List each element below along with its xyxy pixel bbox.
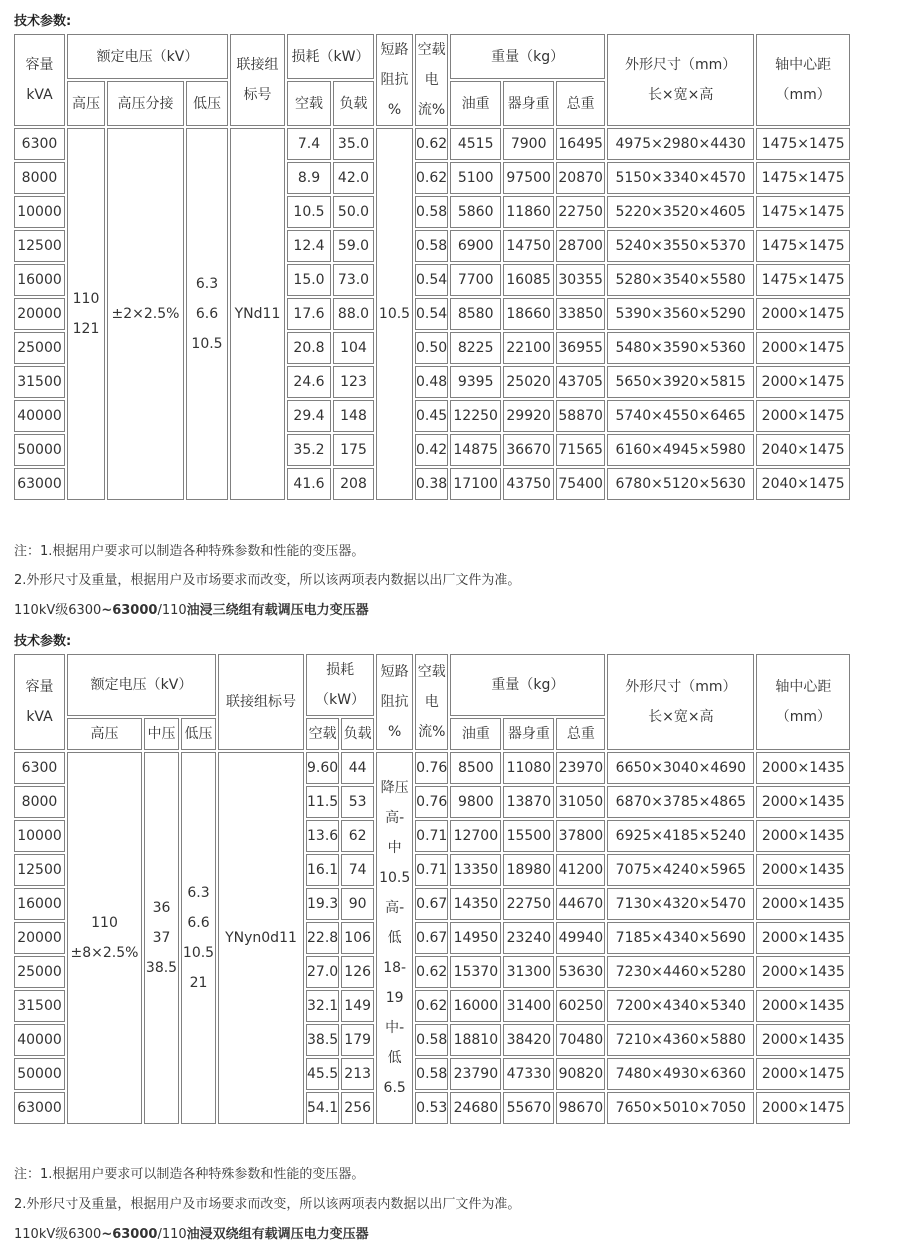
oil-weight-cell: 14350 — [450, 888, 501, 920]
no-load-loss-cell: 38.5 — [306, 1024, 339, 1056]
dimensions-cell: 7130×4320×5470 — [607, 888, 754, 920]
total-weight-cell: 53630 — [556, 956, 605, 988]
load-loss-cell: 148 — [333, 400, 374, 432]
load-loss-cell: 50.0 — [333, 196, 374, 228]
oil-weight-cell: 12250 — [450, 400, 501, 432]
no-load-current-cell: 0.42 — [415, 434, 448, 466]
load-loss-cell: 42.0 — [333, 162, 374, 194]
dimensions-cell: 7200×4340×5340 — [607, 990, 754, 1022]
dimensions-cell: 7230×4460×5280 — [607, 956, 754, 988]
capacity-cell: 12500 — [14, 230, 65, 262]
header-no-load: 空载 — [306, 718, 339, 750]
load-loss-cell: 59.0 — [333, 230, 374, 262]
gauge-cell: 2000×1475 — [756, 1092, 850, 1124]
gauge-cell: 2000×1435 — [756, 786, 850, 818]
no-load-loss-cell: 15.0 — [287, 264, 331, 296]
no-load-current-cell: 0.67 — [415, 922, 448, 954]
total-weight-cell: 70480 — [556, 1024, 605, 1056]
gauge-cell: 2000×1435 — [756, 1024, 850, 1056]
load-loss-cell: 149 — [341, 990, 374, 1022]
total-weight-cell: 41200 — [556, 854, 605, 886]
oil-weight-cell: 14950 — [450, 922, 501, 954]
no-load-current-cell: 0.71 — [415, 820, 448, 852]
oil-weight-cell: 9800 — [450, 786, 501, 818]
section1-note1: 注：1.根据用户要求可以制造各种特殊参数和性能的变压器。 — [14, 544, 365, 559]
header-impedance: 短路 阻抗 % — [376, 654, 413, 750]
no-load-current-cell: 0.50 — [415, 332, 448, 364]
load-loss-cell: 53 — [341, 786, 374, 818]
load-loss-cell: 126 — [341, 956, 374, 988]
dimensions-cell: 6650×3040×4690 — [607, 752, 754, 784]
load-loss-cell: 179 — [341, 1024, 374, 1056]
total-weight-cell: 31050 — [556, 786, 605, 818]
no-load-loss-cell: 11.5 — [306, 786, 339, 818]
no-load-current-cell: 0.58 — [415, 196, 448, 228]
oil-weight-cell: 8225 — [450, 332, 501, 364]
hv-tap-merged-cell: ±2×2.5% — [107, 128, 184, 500]
body-weight-cell: 29920 — [503, 400, 554, 432]
total-weight-cell: 20870 — [556, 162, 605, 194]
load-loss-cell: 90 — [341, 888, 374, 920]
load-loss-cell: 74 — [341, 854, 374, 886]
lv-merged-cell: 6.3 6.6 10.5 — [186, 128, 228, 500]
impedance-merged-cell: 10.5 — [376, 128, 413, 500]
oil-weight-cell: 13350 — [450, 854, 501, 886]
vector-group-merged-cell: YNyn0d11 — [218, 752, 304, 1124]
load-loss-cell: 213 — [341, 1058, 374, 1090]
no-load-current-cell: 0.45 — [415, 400, 448, 432]
header-total: 总重 — [556, 81, 605, 126]
section2-heading: 技术参数: — [14, 634, 72, 649]
oil-weight-cell: 8500 — [450, 752, 501, 784]
capacity-cell: 12500 — [14, 854, 65, 886]
capacity-cell: 50000 — [14, 1058, 65, 1090]
section2-next-title: 110kV级6300~63000/110油浸双绕组有载调压电力变压器 — [14, 1227, 369, 1242]
capacity-cell: 63000 — [14, 1092, 65, 1124]
oil-weight-cell: 9395 — [450, 366, 501, 398]
header-body: 器身重 — [503, 718, 554, 750]
dimensions-cell: 6870×3785×4865 — [607, 786, 754, 818]
header-loss: 损耗 （kW） — [306, 654, 374, 716]
dimensions-cell: 5240×3550×5370 — [607, 230, 754, 262]
header-total: 总重 — [556, 718, 605, 750]
dimensions-cell: 6160×4945×5980 — [607, 434, 754, 466]
header-loss: 损耗（kW） — [287, 34, 374, 79]
impedance-merged-cell: 降压 高- 中 10.5 高- 低 18- 19 中- 低 6.5 — [376, 752, 413, 1124]
no-load-current-cell: 0.67 — [415, 888, 448, 920]
section1-heading: 技术参数: — [14, 14, 72, 29]
body-weight-cell: 31300 — [503, 956, 554, 988]
gauge-cell: 2000×1435 — [756, 854, 850, 886]
header-dimensions: 外形尺寸（mm） 长×宽×高 — [607, 34, 754, 126]
gauge-cell: 1475×1475 — [756, 128, 850, 160]
capacity-cell: 10000 — [14, 196, 65, 228]
no-load-loss-cell: 19.3 — [306, 888, 339, 920]
no-load-current-cell: 0.58 — [415, 1024, 448, 1056]
total-weight-cell: 44670 — [556, 888, 605, 920]
no-load-loss-cell: 35.2 — [287, 434, 331, 466]
total-weight-cell: 22750 — [556, 196, 605, 228]
no-load-loss-cell: 17.6 — [287, 298, 331, 330]
no-load-loss-cell: 12.4 — [287, 230, 331, 262]
header-gauge: 轴中心距 （mm） — [756, 34, 850, 126]
load-loss-cell: 208 — [333, 468, 374, 500]
header-gauge: 轴中心距 （mm） — [756, 654, 850, 750]
header-no-load-current: 空载 电 流% — [415, 654, 448, 750]
capacity-cell: 16000 — [14, 264, 65, 296]
no-load-loss-cell: 45.5 — [306, 1058, 339, 1090]
gauge-cell: 2040×1475 — [756, 434, 850, 466]
dimensions-cell: 5150×3340×4570 — [607, 162, 754, 194]
total-weight-cell: 75400 — [556, 468, 605, 500]
dimensions-cell: 7480×4930×6360 — [607, 1058, 754, 1090]
hv-merged-cell: 110 ±8×2.5% — [67, 752, 142, 1124]
oil-weight-cell: 17100 — [450, 468, 501, 500]
header-dimensions: 外形尺寸（mm） 长×宽×高 — [607, 654, 754, 750]
no-load-current-cell: 0.58 — [415, 230, 448, 262]
capacity-cell: 31500 — [14, 990, 65, 1022]
no-load-loss-cell: 32.1 — [306, 990, 339, 1022]
hv-merged-cell: 110 121 — [67, 128, 105, 500]
gauge-cell: 2000×1435 — [756, 820, 850, 852]
body-weight-cell: 47330 — [503, 1058, 554, 1090]
no-load-loss-cell: 27.0 — [306, 956, 339, 988]
body-weight-cell: 18980 — [503, 854, 554, 886]
oil-weight-cell: 16000 — [450, 990, 501, 1022]
total-weight-cell: 23970 — [556, 752, 605, 784]
capacity-cell: 20000 — [14, 922, 65, 954]
no-load-loss-cell: 9.60 — [306, 752, 339, 784]
oil-weight-cell: 24680 — [450, 1092, 501, 1124]
gauge-cell: 2000×1475 — [756, 1058, 850, 1090]
body-weight-cell: 55670 — [503, 1092, 554, 1124]
body-weight-cell: 36670 — [503, 434, 554, 466]
dimensions-cell: 4975×2980×4430 — [607, 128, 754, 160]
no-load-current-cell: 0.38 — [415, 468, 448, 500]
dimensions-cell: 7210×4360×5880 — [607, 1024, 754, 1056]
no-load-loss-cell: 22.8 — [306, 922, 339, 954]
no-load-current-cell: 0.76 — [415, 752, 448, 784]
total-weight-cell: 90820 — [556, 1058, 605, 1090]
load-loss-cell: 44 — [341, 752, 374, 784]
no-load-current-cell: 0.54 — [415, 298, 448, 330]
header-vector-group: 联接组 标号 — [230, 34, 285, 126]
capacity-cell: 63000 — [14, 468, 65, 500]
capacity-cell: 31500 — [14, 366, 65, 398]
section1-next-title: 110kV级6300~63000/110油浸三绕组有载调压电力变压器 — [14, 603, 369, 618]
header-capacity: 容量 kVA — [14, 654, 65, 750]
dimensions-cell: 5390×3560×5290 — [607, 298, 754, 330]
body-weight-cell: 38420 — [503, 1024, 554, 1056]
dimensions-cell: 5740×4550×6465 — [607, 400, 754, 432]
body-weight-cell: 22100 — [503, 332, 554, 364]
no-load-current-cell: 0.62 — [415, 956, 448, 988]
gauge-cell: 2000×1475 — [756, 366, 850, 398]
capacity-cell: 40000 — [14, 400, 65, 432]
no-load-loss-cell: 24.6 — [287, 366, 331, 398]
oil-weight-cell: 23790 — [450, 1058, 501, 1090]
dimensions-cell: 6780×5120×5630 — [607, 468, 754, 500]
section2-note2: 2.外形尺寸及重量，根据用户及市场要求而改变，所以该两项表内数据以出厂文件为准。 — [14, 1197, 521, 1212]
header-rated-voltage: 额定电压（kV） — [67, 654, 216, 716]
no-load-loss-cell: 7.4 — [287, 128, 331, 160]
header-mv: 中压 — [144, 718, 179, 750]
oil-weight-cell: 7700 — [450, 264, 501, 296]
dimensions-cell: 5220×3520×4605 — [607, 196, 754, 228]
dimensions-cell: 5650×3920×5815 — [607, 366, 754, 398]
no-load-current-cell: 0.71 — [415, 854, 448, 886]
header-weight: 重量（kg） — [450, 654, 605, 716]
oil-weight-cell: 18810 — [450, 1024, 501, 1056]
capacity-cell: 8000 — [14, 786, 65, 818]
body-weight-cell: 43750 — [503, 468, 554, 500]
total-weight-cell: 43705 — [556, 366, 605, 398]
no-load-loss-cell: 20.8 — [287, 332, 331, 364]
body-weight-cell: 15500 — [503, 820, 554, 852]
body-weight-cell: 7900 — [503, 128, 554, 160]
oil-weight-cell: 14875 — [450, 434, 501, 466]
oil-weight-cell: 5100 — [450, 162, 501, 194]
no-load-current-cell: 0.58 — [415, 1058, 448, 1090]
body-weight-cell: 13870 — [503, 786, 554, 818]
oil-weight-cell: 4515 — [450, 128, 501, 160]
gauge-cell: 2000×1435 — [756, 888, 850, 920]
capacity-cell: 40000 — [14, 1024, 65, 1056]
header-hv: 高压 — [67, 718, 142, 750]
total-weight-cell: 37800 — [556, 820, 605, 852]
table-row — [14, 752, 850, 784]
no-load-loss-cell: 41.6 — [287, 468, 331, 500]
header-hv: 高压 — [67, 81, 105, 126]
gauge-cell: 1475×1475 — [756, 264, 850, 296]
total-weight-cell: 60250 — [556, 990, 605, 1022]
no-load-current-cell: 0.62 — [415, 162, 448, 194]
dimensions-cell: 7185×4340×5690 — [607, 922, 754, 954]
section1-note2: 2.外形尺寸及重量，根据用户及市场要求而改变，所以该两项表内数据以出厂文件为准。 — [14, 573, 521, 588]
dimensions-cell: 5280×3540×5580 — [607, 264, 754, 296]
total-weight-cell: 71565 — [556, 434, 605, 466]
body-weight-cell: 97500 — [503, 162, 554, 194]
gauge-cell: 2040×1475 — [756, 468, 850, 500]
dimensions-cell: 7075×4240×5965 — [607, 854, 754, 886]
no-load-current-cell: 0.54 — [415, 264, 448, 296]
header-vector-group: 联接组标号 — [218, 654, 304, 750]
oil-weight-cell: 8580 — [450, 298, 501, 330]
no-load-current-cell: 0.62 — [415, 990, 448, 1022]
header-oil: 油重 — [450, 81, 501, 126]
gauge-cell: 1475×1475 — [756, 196, 850, 228]
no-load-loss-cell: 10.5 — [287, 196, 331, 228]
spec-table-three-phase — [12, 32, 852, 502]
total-weight-cell: 58870 — [556, 400, 605, 432]
load-loss-cell: 88.0 — [333, 298, 374, 330]
gauge-cell: 2000×1475 — [756, 332, 850, 364]
body-weight-cell: 16085 — [503, 264, 554, 296]
header-no-load: 空载 — [287, 81, 331, 126]
header-no-load-current: 空载 电 流% — [415, 34, 448, 126]
capacity-cell: 50000 — [14, 434, 65, 466]
body-weight-cell: 22750 — [503, 888, 554, 920]
no-load-current-cell: 0.53 — [415, 1092, 448, 1124]
load-loss-cell: 175 — [333, 434, 374, 466]
load-loss-cell: 123 — [333, 366, 374, 398]
load-loss-cell: 106 — [341, 922, 374, 954]
header-hv-tap: 高压分接 — [107, 81, 184, 126]
gauge-cell: 2000×1435 — [756, 922, 850, 954]
mv-merged-cell: 36 37 38.5 — [144, 752, 179, 1124]
no-load-loss-cell: 16.1 — [306, 854, 339, 886]
no-load-loss-cell: 8.9 — [287, 162, 331, 194]
gauge-cell: 2000×1475 — [756, 298, 850, 330]
header-oil: 油重 — [450, 718, 501, 750]
capacity-cell: 20000 — [14, 298, 65, 330]
oil-weight-cell: 6900 — [450, 230, 501, 262]
table-row — [14, 128, 850, 160]
no-load-current-cell: 0.48 — [415, 366, 448, 398]
total-weight-cell: 16495 — [556, 128, 605, 160]
header-lv: 低压 — [186, 81, 228, 126]
gauge-cell: 2000×1475 — [756, 400, 850, 432]
total-weight-cell: 49940 — [556, 922, 605, 954]
oil-weight-cell: 12700 — [450, 820, 501, 852]
gauge-cell: 2000×1435 — [756, 956, 850, 988]
capacity-cell: 25000 — [14, 956, 65, 988]
header-load: 负载 — [333, 81, 374, 126]
load-loss-cell: 104 — [333, 332, 374, 364]
body-weight-cell: 31400 — [503, 990, 554, 1022]
gauge-cell: 2000×1435 — [756, 990, 850, 1022]
dimensions-cell: 6925×4185×5240 — [607, 820, 754, 852]
load-loss-cell: 73.0 — [333, 264, 374, 296]
body-weight-cell: 23240 — [503, 922, 554, 954]
spec-table-two-winding — [12, 652, 852, 1126]
section2-note1: 注：1.根据用户要求可以制造各种特殊参数和性能的变压器。 — [14, 1167, 365, 1182]
header-body: 器身重 — [503, 81, 554, 126]
body-weight-cell: 14750 — [503, 230, 554, 262]
capacity-cell: 8000 — [14, 162, 65, 194]
no-load-loss-cell: 29.4 — [287, 400, 331, 432]
lv-merged-cell: 6.3 6.6 10.5 21 — [181, 752, 216, 1124]
body-weight-cell: 18660 — [503, 298, 554, 330]
total-weight-cell: 36955 — [556, 332, 605, 364]
gauge-cell: 1475×1475 — [756, 230, 850, 262]
header-impedance: 短路 阻抗 % — [376, 34, 413, 126]
vector-group-merged-cell: YNd11 — [230, 128, 285, 500]
capacity-cell: 6300 — [14, 128, 65, 160]
body-weight-cell: 11860 — [503, 196, 554, 228]
capacity-cell: 10000 — [14, 820, 65, 852]
no-load-loss-cell: 13.6 — [306, 820, 339, 852]
no-load-current-cell: 0.76 — [415, 786, 448, 818]
header-capacity: 容量 kVA — [14, 34, 65, 126]
body-weight-cell: 25020 — [503, 366, 554, 398]
no-load-loss-cell: 54.1 — [306, 1092, 339, 1124]
load-loss-cell: 256 — [341, 1092, 374, 1124]
load-loss-cell: 62 — [341, 820, 374, 852]
oil-weight-cell: 15370 — [450, 956, 501, 988]
total-weight-cell: 30355 — [556, 264, 605, 296]
gauge-cell: 2000×1435 — [756, 752, 850, 784]
capacity-cell: 25000 — [14, 332, 65, 364]
no-load-current-cell: 0.62 — [415, 128, 448, 160]
header-lv: 低压 — [181, 718, 216, 750]
header-weight: 重量（kg） — [450, 34, 605, 79]
total-weight-cell: 28700 — [556, 230, 605, 262]
capacity-cell: 16000 — [14, 888, 65, 920]
dimensions-cell: 5480×3590×5360 — [607, 332, 754, 364]
gauge-cell: 1475×1475 — [756, 162, 850, 194]
header-rated-voltage: 额定电压（kV） — [67, 34, 228, 79]
load-loss-cell: 35.0 — [333, 128, 374, 160]
capacity-cell: 6300 — [14, 752, 65, 784]
header-load: 负载 — [341, 718, 374, 750]
total-weight-cell: 33850 — [556, 298, 605, 330]
total-weight-cell: 98670 — [556, 1092, 605, 1124]
body-weight-cell: 11080 — [503, 752, 554, 784]
dimensions-cell: 7650×5010×7050 — [607, 1092, 754, 1124]
oil-weight-cell: 5860 — [450, 196, 501, 228]
